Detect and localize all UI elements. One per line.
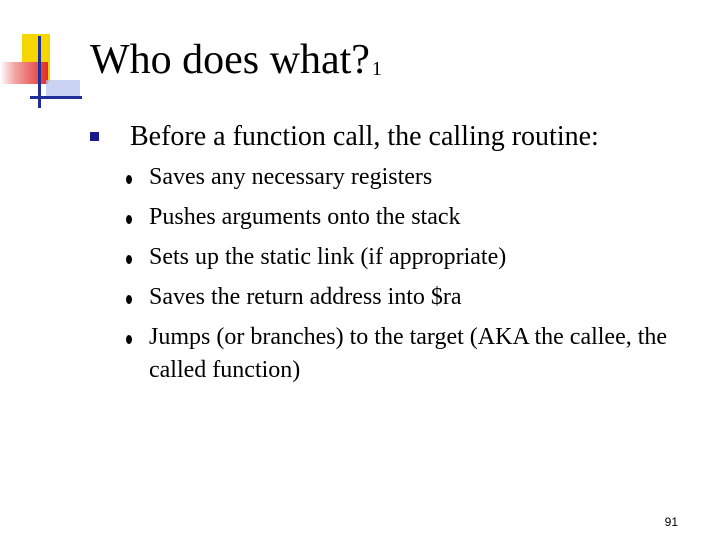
sub-bullet-text: Saves the return address into $ra xyxy=(149,284,462,310)
logo-horizontal-line xyxy=(30,96,82,99)
sub-bullet-item xyxy=(125,201,685,234)
slide-logo xyxy=(0,0,100,110)
page-number: 91 xyxy=(664,515,678,529)
sub-bullet-list xyxy=(125,161,685,394)
main-bullet-text: Before a function call, the calling routine: xyxy=(130,121,599,152)
round-bullet-icon xyxy=(126,335,132,344)
sub-bullet-text: Saves any necessary registers xyxy=(149,164,433,190)
slide-title-subscript: 1 xyxy=(371,58,382,80)
sub-bullet-text: Pushes arguments onto the stack xyxy=(149,204,461,230)
round-bullet-icon xyxy=(126,255,132,264)
round-bullet-icon xyxy=(126,295,132,304)
sub-bullet-text: Sets up the static link (if appropriate) xyxy=(149,244,507,270)
sub-bullet-item xyxy=(125,161,685,194)
round-bullet-icon xyxy=(126,215,132,224)
slide-title-text: Who does what? xyxy=(90,37,370,83)
sub-bullet-item xyxy=(125,321,685,387)
sub-bullet-text: Jumps (or branches) to the target (AKA the callee, the called function) xyxy=(149,324,668,383)
sub-bullet-item xyxy=(125,281,685,314)
round-bullet-icon xyxy=(126,175,132,184)
slide-title xyxy=(90,34,382,95)
square-bullet-icon xyxy=(90,132,99,141)
sub-bullet-item xyxy=(125,241,685,274)
